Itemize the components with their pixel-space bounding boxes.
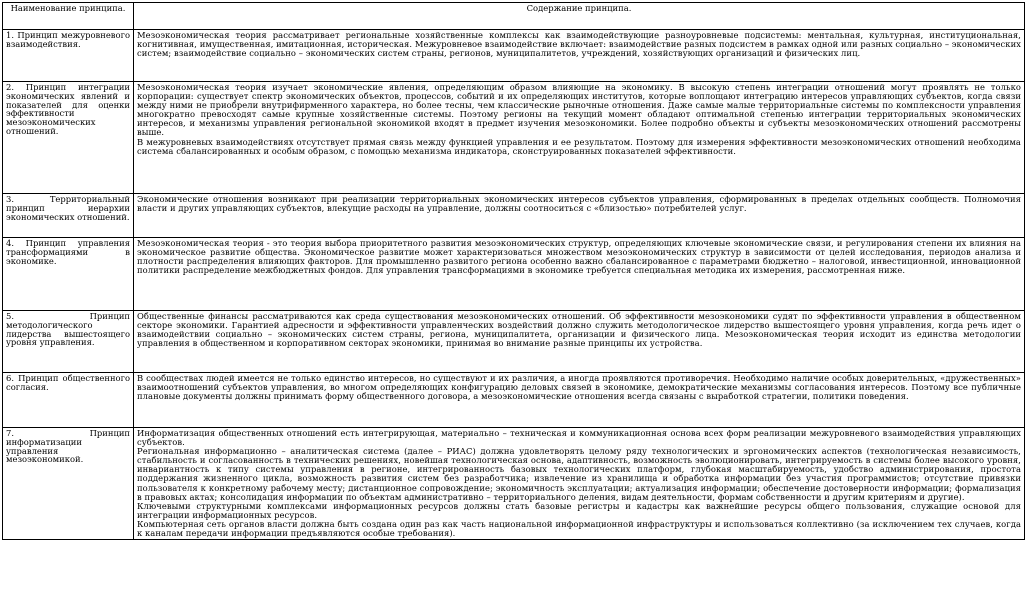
header-content-column: Содержание принципа. bbox=[134, 3, 1025, 30]
content-paragraph: Мезоэкономическая теория изучает экономические явления, определяющим образом влияющие на экономику. В высокую степень интеграции отношений могут проявлять не только корпорации: существует спектр экономических объектов, процессов, событий и их определяющих институтов, которые воплощают интеграцию интересов управляющих субъектов, когда связи между ними не приобрели внутрифирменного характера, но более тесны, чем классические рыночные отношения. Даже самые малые территориальные системы по комплексности управления многократно превосходят самые крупные хозяйственные системы. Поэтому регионы на текущий момент обладают оптимальной степенью интеграции территориальных экономических интересов, и механизмы управления региональной экономикой входят в предмет изучения мезоэкономики. Более подробно объекты и субъекты мезоэкономических отношений рассмотрены выше. bbox=[137, 82, 1021, 138]
principle-name: 1. Принцип межуровневого взаимодействия. bbox=[3, 30, 134, 82]
content-paragraph: Информатизация общественных отношений есть интегрирующая, материально – техническая и коммуникационная основа всех форм реализации межуровневого взаимодействия управляющих субъектов. bbox=[137, 428, 1021, 448]
principle-content bbox=[134, 194, 1025, 238]
content-paragraph: Региональная информационно – аналитическая система (далее – РИАС) должна удовлетворять целому ряду технологических и эргономических аспектов (технологическая независимость, стабильность и согласованность в технических решениях, новейшая технологическая основа, адаптивность, возможность эволюционировать, интегрируемость в системы более высокого уровня, инвариантность к типу системы управления в регионе, интегрированность базовых технологических платформ, глубокая масштабируемость, удобство администрирования, простота поддержания жизненного цикла, возможность развития систем без разработчика; извлечение из хранилища и обработка информации без участия программистов; отсутствие привязки пользователя к конкретному рабочему месту; дистанционное сопровождение; экономичность эксплуатации; актуализация информации; обеспечение достоверности информации; формализация в правовых актах; консолидация информации по объектам административно – территориального деления, видам деятельности, формам собственности и другим критериям и другие). bbox=[137, 446, 1021, 502]
table-row bbox=[3, 238, 1025, 311]
principle-name: 5. Принцип методологического лидерства вышестоящего уровня управления. bbox=[3, 311, 134, 373]
principle-name: 4. Принцип управления трансформациями в экономике. bbox=[3, 238, 134, 311]
content-paragraph: Ключевыми структурными комплексами информационных ресурсов должны стать базовые регистры и кадастры как важнейшие ресурсы общего пользования, служащие основой для интеграции информационных ресурсов. bbox=[137, 500, 1021, 520]
content-paragraph: Компьютерная сеть органов власти должна быть создана один раз как часть национальной информационной инфраструктуры и использоваться коллективно (за исключением тех случаев, когда к каналам передачи информации предъявляются особые требования). bbox=[137, 518, 1021, 539]
principle-content bbox=[134, 238, 1025, 311]
principle-name: 2. Принцип интеграции экономических явлений и показателей для оценки эффективности мезоэкономических отношений. bbox=[3, 82, 134, 194]
principle-content bbox=[134, 428, 1025, 540]
table-row bbox=[3, 194, 1025, 238]
principle-content bbox=[134, 311, 1025, 373]
table-row bbox=[3, 30, 1025, 82]
principle-name: 3. Территориальный принцип иерархии экономических отношений. bbox=[3, 194, 134, 238]
table-row bbox=[3, 428, 1025, 540]
table-row bbox=[3, 373, 1025, 428]
content-paragraph: Мезоэкономическая теория - это теория выбора приоритетного развития мезоэкономических структур, определяющих ключевые экономические связи, и регулирования степени их влияния на экономическое развитие общества. Экономическое развитие может характеризоваться множеством мезоэкономических структур в зависимости от целей исследования, периодов анализа и плотности распределения влияющих факторов. Для промышленно развитого региона особенно важно сбалансированное с параметрами бюджетно – налоговой, инвестиционной, инновационной политики распределение межбюджетных фондов. Для управления трансформациями в экономике требуется специальная методика их измерения, рассмотренная ниже. bbox=[137, 238, 1021, 276]
table-header-row bbox=[3, 3, 1025, 30]
header-name-column: Наименование принципа. bbox=[3, 3, 134, 30]
content-paragraph: Общественные финансы рассматриваются как среда существования мезоэкономических отношений. Об эффективности мезоэкономики судят по эффективности управления в общественном секторе экономики. Гарантией адресности и эффективности управленческих воздействий должно служить методологическое лидерство вышестоящего уровня управления, когда речь идет о взаимодействии социально – экономических систем страны, региона, муниципалитета, организации и физического лица. Мезоэкономическая теория исходит из единства методологии управления в общественном и корпоративном секторах экономики, принимая во внимание разные принципы их устройства. bbox=[137, 311, 1021, 349]
content-paragraph: Экономические отношения возникают при реализации территориальных экономических интересов субъектов управления, сформированных в пределах отдельных сообществ. Полномочия власти и других управляющих субъектов, влекущие расходы на управление, должны соотноситься с «близостью» потребителей услуг. bbox=[137, 194, 1021, 214]
table-row bbox=[3, 82, 1025, 194]
content-paragraph: Мезоэкономическая теория рассматривает региональные хозяйственные комплексы как взаимодействующие разноуровневые подсистемы: ментальная, культурная, институциональная, когнитивная, имущественная, имитационная, историческая. Межуровневое взаимодействие включает: взаимодействие разных подсистем в рамках одной или разных социально – экономических систем; взаимодействие социально – экономических систем страны, регионов, муниципалитетов, учреждений, хозяйствующих организаций и физических лиц. bbox=[137, 30, 1021, 59]
content-paragraph: В сообществах людей имеется не только единство интересов, но существуют и их различия, а иногда проявляются противоречия. Необходимо наличие особых доверительных, «дружественных» взаимоотношений субъектов управления, во многом определяющих конфигурацию деловых связей в экономике, демократические механизмы согласования интересов. Поэтому все публичные плановые документы должны принимать форму общественного договора, а мезоэкономические отношения всегда связаны с выработкой стратегии, политики поведения. bbox=[137, 373, 1021, 402]
principle-content bbox=[134, 82, 1025, 194]
principle-content bbox=[134, 30, 1025, 82]
table-row bbox=[3, 311, 1025, 373]
principles-table bbox=[2, 2, 1025, 540]
content-paragraph: В межуровневых взаимодействиях отсутствует прямая связь между функцией управления и ее результатом. Поэтому для измерения эффективности мезоэкономических отношений необходима система сбалансированных и особым образом, с помощью механизма индикатора, сконструированных показателей эффективности. bbox=[137, 136, 1021, 156]
principle-content bbox=[134, 373, 1025, 428]
principle-name: 7. Принцип информатизации управления мезоэкономикой. bbox=[3, 428, 134, 540]
principle-name: 6. Принцип общественного согласия. bbox=[3, 373, 134, 428]
